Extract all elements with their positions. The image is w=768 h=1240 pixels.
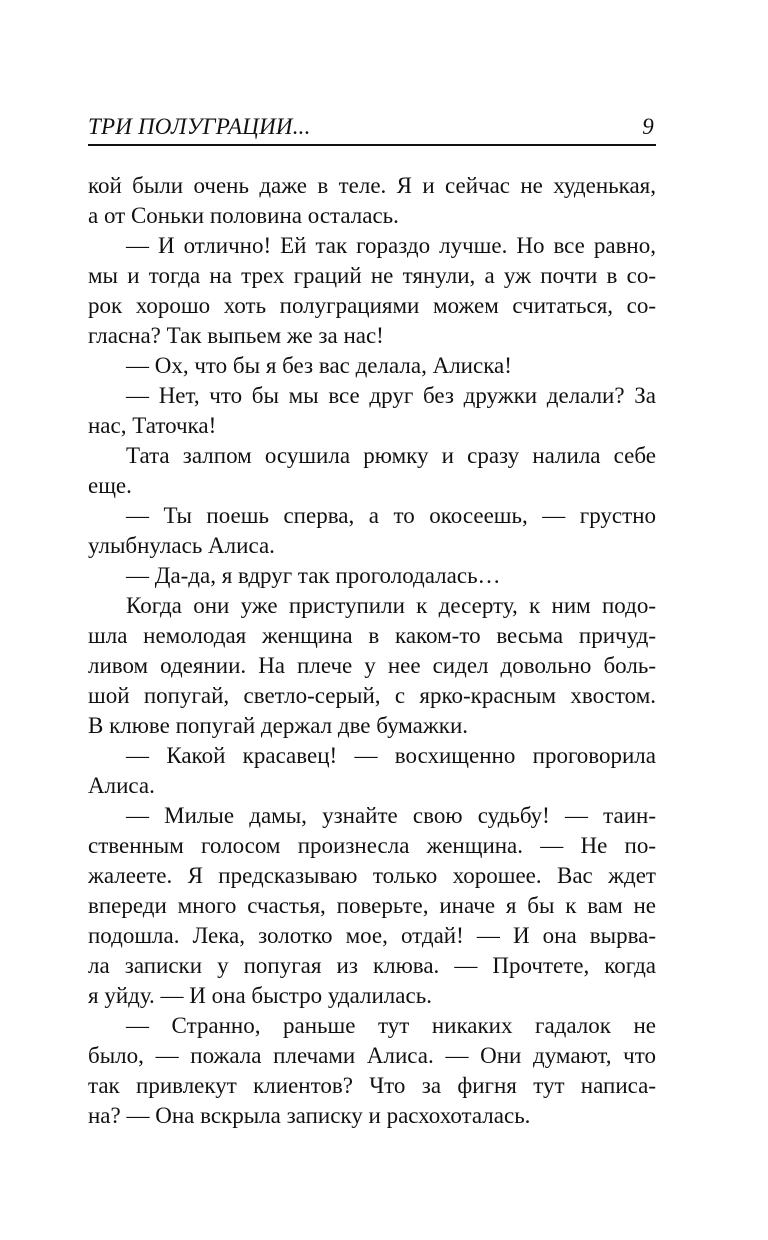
text-line: — Ты поешь сперва, а то окосеешь, — грустно [126,503,656,528]
text-line: я уйду. — И она быстро удалилась. [88,983,432,1008]
text-line: шла немолодая женщина в каком-то весьма причуд- [88,623,656,648]
text-line: нас, Таточка! [88,413,217,438]
text-line: — Да-да, я вдруг так проголодалась… [126,563,501,588]
text-line: — Какой красавец! — восхищенно проговорила [126,743,656,768]
text-line: так привлекут клиентов? Что за фигня тут написа- [88,1073,656,1098]
text-line: жалеете. Я предсказываю только хорошее. Вас ждет [88,863,656,888]
text-line: — Странно, раньше тут никаких гадалок не [126,1013,656,1038]
book-title: ТРИ ПОЛУГРАЦИИ... [88,114,311,139]
text-line: — И отлично! Ей так гораздо лучше. Но все равно, [126,233,656,258]
text-line: ственным голосом произнесла женщина. — Не по- [88,833,656,858]
text-line: ливом одеянии. На плече у нее сидел довольно боль- [88,653,656,678]
text-line: было, — пожала плечами Алиса. — Они думают, что [88,1043,656,1068]
text-line: шой попугай, светло-серый, с ярко-красным хвостом. [88,683,656,708]
page-number: 9 [642,114,654,139]
text-line: — Нет, что бы мы все друг без дружки делали? За [126,383,656,408]
text-line: Тата залпом осушила рюмку и сразу налила себе [126,443,656,468]
text-line: подошла. Лека, золотко мое, отдай! — И она вырва- [88,923,656,948]
text-line: а от Соньки половина осталась. [88,203,399,228]
text-line: мы и тогда на трех граций не тянули, а уж почти в со- [88,263,656,288]
text-line: Алиса. [88,773,155,798]
text-line: — Ох, что бы я без вас делала, Алиска! [126,353,512,378]
text-line: впереди много счастья, поверьте, иначе я бы к вам не [88,893,656,918]
text-line: Когда они уже приступили к десерту, к ним подо- [126,593,656,618]
text-line: рок хорошо хоть полуграциями можем считаться, со- [88,293,656,318]
running-header [88,112,656,142]
text-line: кой были очень даже в теле. Я и сейчас не худенькая, [88,173,656,198]
text-line: гласна? Так выпьем же за нас! [88,323,384,348]
body-text [88,171,656,1131]
text-line: ла записки у попугая из клюва. — Прочтете, когда [88,953,656,978]
text-line: — Милые дамы, узнайте свою судьбу! — таин- [126,803,656,828]
text-line: улыбнулась Алиса. [88,533,275,558]
text-line: на? — Она вскрыла записку и расхохоталась. [88,1103,531,1128]
text-line: В клюве попугай держал две бумажки. [88,713,469,738]
header-rule [88,144,656,146]
text-line: еще. [88,473,132,498]
